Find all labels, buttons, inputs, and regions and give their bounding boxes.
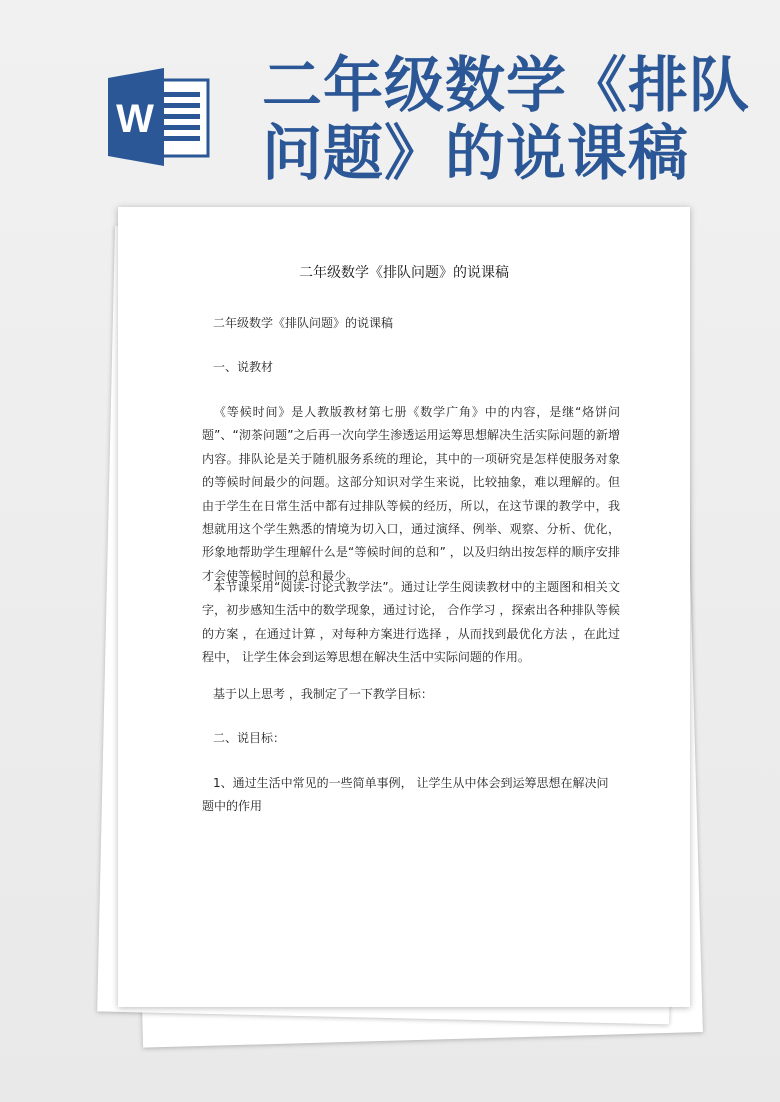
intro-line: 二年级数学《排队问题》的说课稿 — [213, 316, 394, 330]
document-page — [118, 207, 690, 1007]
paragraph: 本节课采用“阅读-讨论式教学法”。通过让学生阅读教材中的主题图和相关文字，初步感知生活中的数学现象，通过讨论， 合作学习 ，探索出各种排队等候的方案 ，在通过计算 ，对每种方案进行选择 ，从而找到最优化方法 ，在此过程中， 让学生体会到运筹思想在解决生活中实际问题的作用。 — [202, 580, 620, 665]
word-logo-letter: W — [116, 97, 154, 141]
section-heading: 二、说目标： — [213, 731, 286, 745]
goal-item: 1、通过生活中常见的一些简单事例， 让学生从中体会到运筹思想在解决问题中的作用 — [202, 776, 609, 814]
document-title: 二年级数学《排队问题》的说课稿 — [299, 265, 509, 281]
paragraph: 《等候时间》是人教版教材第七册《数学广角》中的内容，是继“烙饼问题”、“沏茶问题”之后再一次向学生渗透运用运筹思想解决生活实际问题的新增内容。排队论是关于随机服务系统的理论，其中的一项研究是怎样使服务对象的等候时间最少的问题。这部分知识对学生来说，比较抽象，难以理解的。但由于学生在日常生活中都有过排队等候的经历，所以，在这节课的教学中，我想就用这个学生熟悉的情境为切入口，通过演绎、例举、观察、分析、优化， 形象地帮助学生理解什么是“等候时间的总和” ，以及归纳出按怎样的顺序安排才会使等候时间的总和最少。 — [202, 405, 620, 583]
section-heading: 一、说教材 — [213, 360, 274, 374]
word-icon — [108, 68, 210, 166]
paragraph-line: 基于以上思考 ，我制定了一下教学目标： — [213, 687, 433, 701]
banner-title: 二年级数学《排队问题》的说课稿 — [262, 51, 750, 189]
